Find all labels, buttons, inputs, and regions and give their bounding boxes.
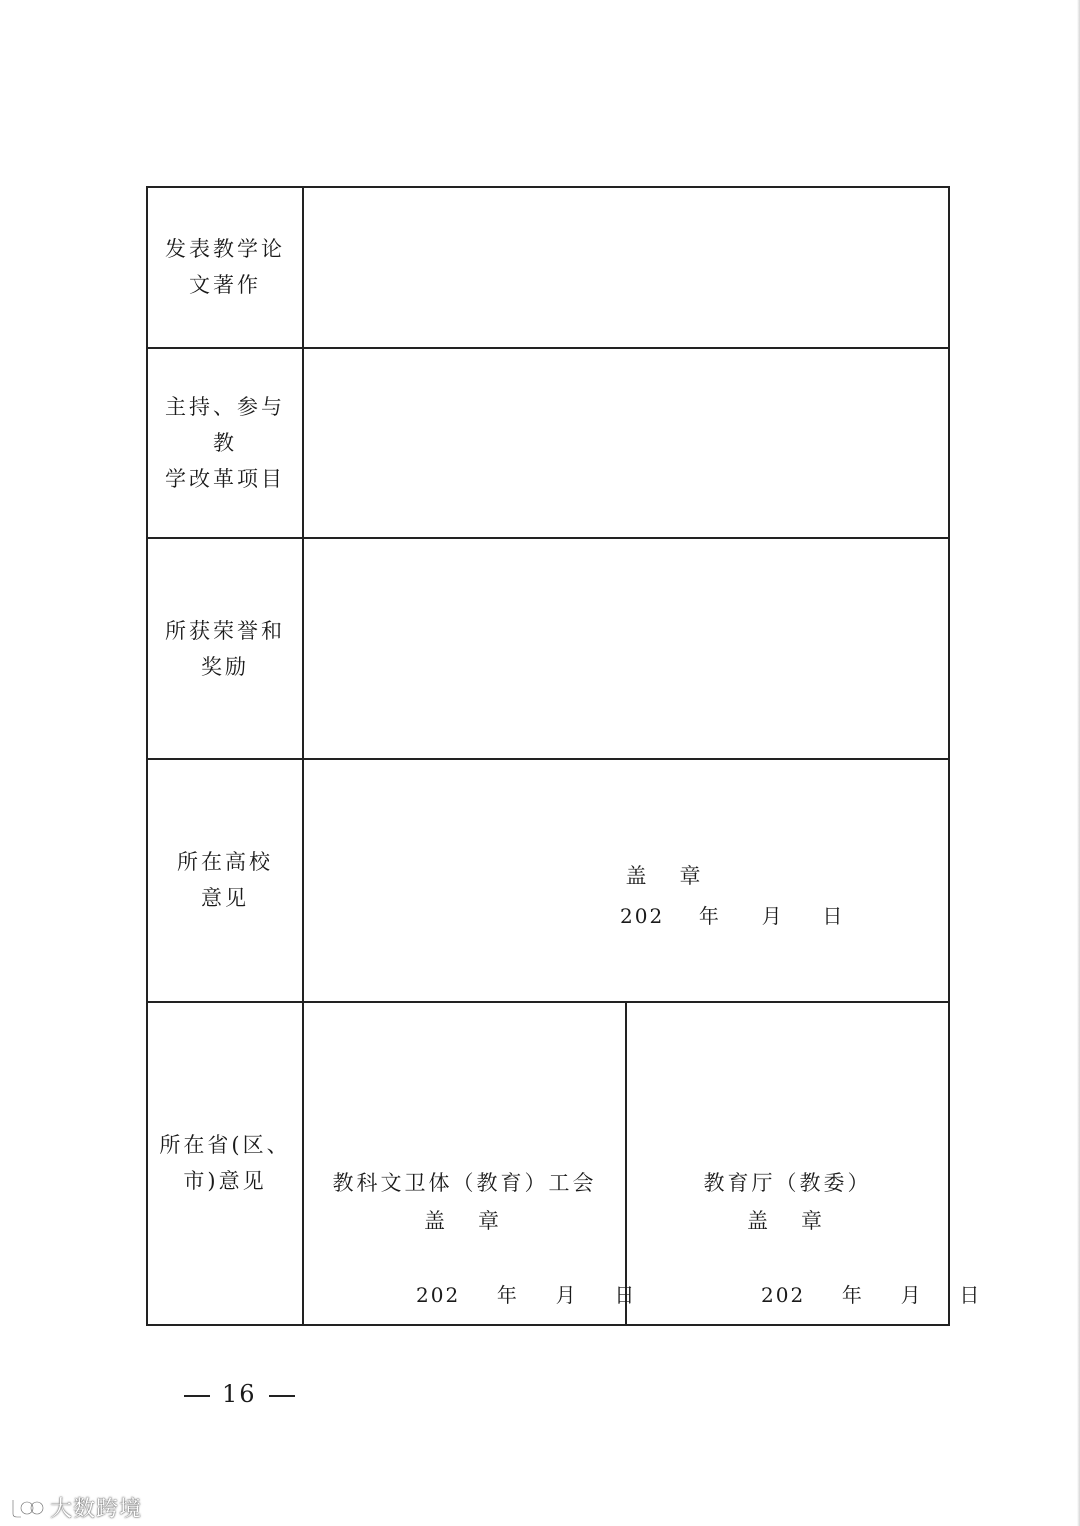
row-label [161, 613, 289, 685]
label-cell-reform-projects [147, 348, 303, 539]
row-label-line1: 所获荣誉和 [165, 618, 285, 643]
watermark [10, 1492, 142, 1523]
education-dept-date-line [761, 1279, 979, 1308]
union-seal-label: 盖 章 [424, 1209, 505, 1234]
label-cell-honors [147, 538, 303, 759]
date-day-unit: 日 [822, 904, 843, 929]
ldt-logo-icon [10, 1497, 44, 1519]
row-label-line1: 所在高校 [177, 850, 273, 875]
row-label-line1: 发表教学论 [165, 237, 285, 262]
row-label-line2: 市)意见 [183, 1169, 267, 1194]
form-row-province-opinion [147, 1002, 949, 1325]
form-row-university-opinion [147, 759, 949, 1002]
watermark-text: 大数跨境 [50, 1497, 143, 1522]
date-day-unit: 日 [959, 1283, 980, 1308]
date-month-unit: 月 [761, 904, 782, 929]
application-form-table [146, 186, 980, 1326]
label-cell-publications [147, 187, 303, 348]
university-seal-label: 盖 章 [625, 864, 707, 889]
page-number [172, 1380, 307, 1408]
form-row-reform-projects [147, 348, 949, 539]
row-label-line2: 奖励 [201, 654, 249, 679]
union-opinion-cell[interactable] [304, 1003, 635, 1324]
row-label-line1: 主持、参与教 [165, 394, 285, 455]
date-year: 202 [761, 1283, 806, 1308]
date-day-unit: 日 [614, 1283, 635, 1308]
page-number-dash-right [269, 1395, 295, 1397]
label-cell-province-opinion [147, 1002, 303, 1325]
date-year-unit: 年 [698, 904, 719, 929]
label-cell-university-opinion [147, 759, 303, 1002]
row-label [161, 231, 289, 303]
union-org-name: 教科文卫体（教育）工会 [332, 1171, 597, 1196]
content-cell-reform-projects[interactable] [303, 348, 949, 539]
date-year: 202 [620, 904, 665, 929]
form-row-publications [147, 187, 949, 348]
row-label-line2: 意见 [201, 886, 249, 911]
form-row-honors [147, 538, 949, 759]
date-year-unit: 年 [841, 1283, 862, 1308]
education-dept-opinion-cell[interactable] [626, 1003, 980, 1324]
union-date-line [416, 1279, 634, 1308]
education-dept-seal-label: 盖 章 [747, 1209, 828, 1234]
date-month-unit: 月 [555, 1283, 576, 1308]
province-opinion-split [304, 1003, 980, 1324]
content-cell-university-opinion[interactable] [303, 759, 949, 1002]
date-month-unit: 月 [900, 1283, 921, 1308]
row-label [161, 844, 289, 916]
row-label [157, 389, 293, 497]
content-cell-honors[interactable] [303, 538, 949, 759]
content-cell-province-opinion [303, 1002, 980, 1325]
row-label-line2: 学改革项目 [165, 466, 285, 491]
row-label-line1: 所在省(区、 [159, 1133, 291, 1158]
page-number-value: 16 [222, 1380, 257, 1408]
education-dept-opinion-area [627, 1003, 980, 1323]
row-label-line2: 文著作 [189, 273, 261, 298]
university-opinion-area [304, 760, 948, 1000]
date-year-unit: 年 [496, 1283, 517, 1308]
page-number-dash-left [184, 1395, 210, 1397]
date-year: 202 [416, 1283, 461, 1308]
row-label [157, 1127, 293, 1199]
university-date-line [620, 900, 842, 929]
content-cell-publications[interactable] [303, 187, 949, 348]
education-dept-org-name: 教育厅（教委） [703, 1171, 872, 1196]
union-opinion-area [304, 1003, 635, 1323]
